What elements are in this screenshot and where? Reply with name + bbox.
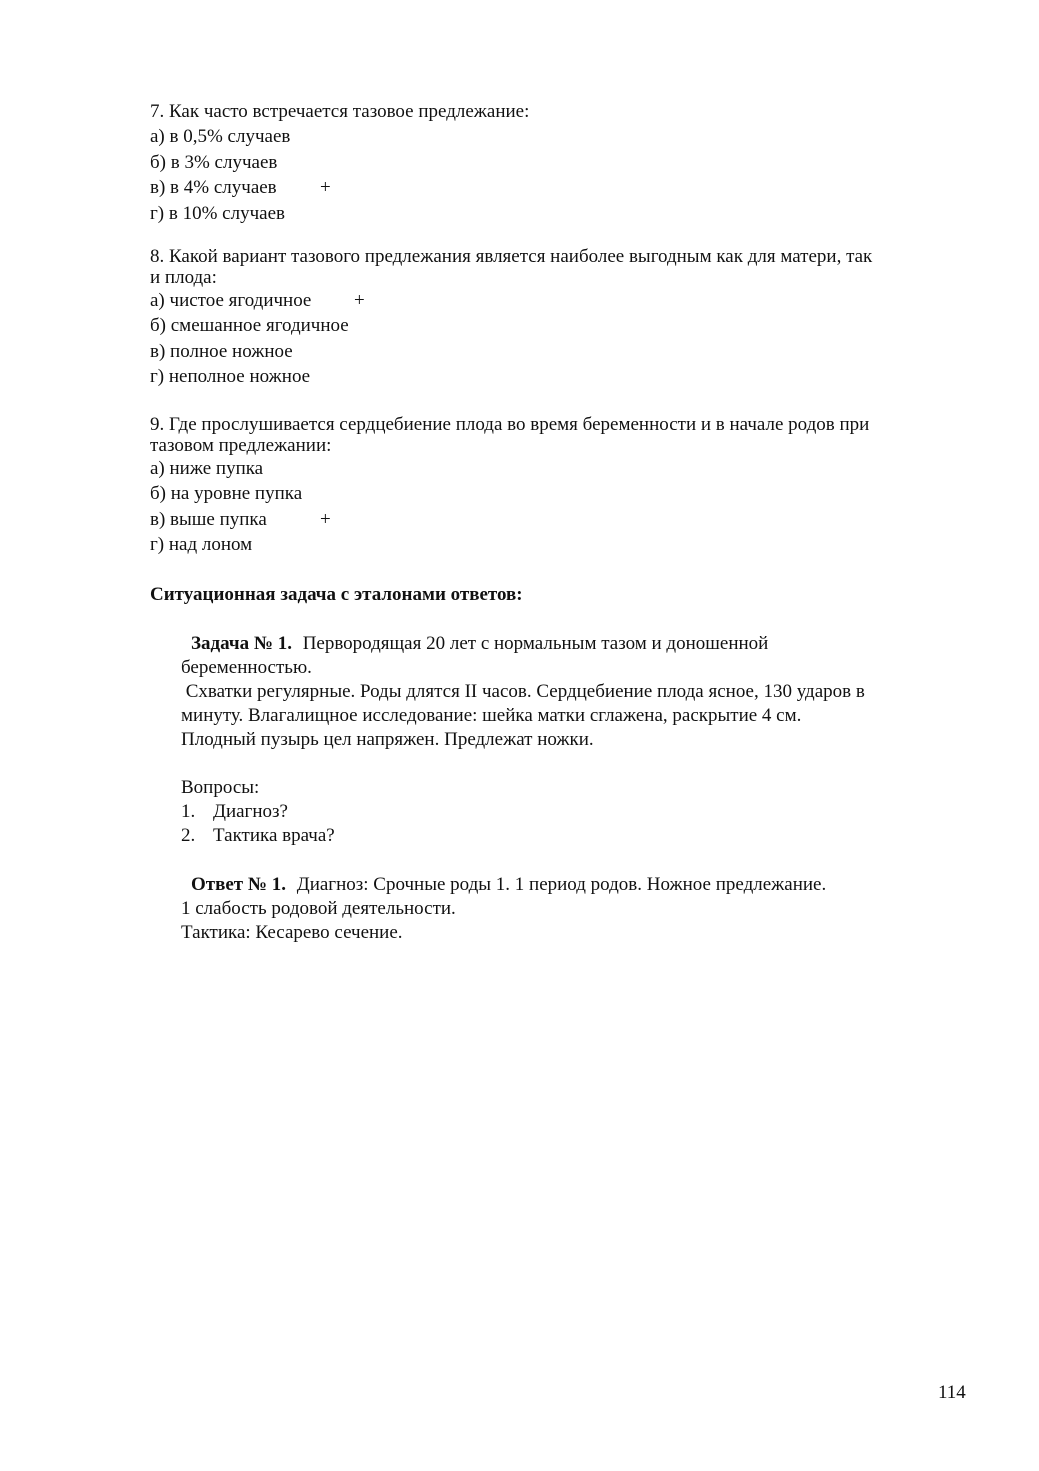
correct-answer-mark: + — [320, 508, 331, 530]
task-1-line-4: минуту. Влагалищное исследование: шейка матки сглажена, раскрытие 4 см. — [181, 705, 802, 726]
section-heading: Ситуационная задача с эталонами ответов: — [150, 584, 523, 605]
task-1-text: Первородящая 20 лет с нормальным тазом и доношенной — [302, 633, 769, 654]
question-8-option-d: г) неполное ножное — [150, 366, 311, 388]
answer-1 — [181, 873, 971, 945]
task-1-label: Задача № 1. — [191, 633, 292, 654]
question-8-text-line-2: и плода: — [150, 267, 217, 288]
question-7-option-c: в) в 4% случаев + — [150, 175, 970, 200]
question-7-option-b: б) в 3% случаев — [150, 151, 278, 173]
task-1-line-3: Схватки регулярные. Роды длятся II часов. Сердцебиение плода ясное, 130 ударов в — [181, 681, 865, 702]
question-9-option-d: г) над лоном — [150, 534, 253, 556]
question-8 — [150, 246, 970, 390]
question-7 — [150, 99, 970, 226]
question-8-text-line-1: 8. Какой вариант тазового предлежания является наиболее выгодным как для матери, так — [150, 246, 873, 267]
question-7-option-a: а) в 0,5% случаев — [150, 126, 291, 148]
answer-1-text: Диагноз: Срочные роды 1. 1 период родов. Ножное предлежание. — [296, 874, 827, 895]
correct-answer-mark: + — [354, 290, 365, 311]
question-8-option-c: в) полное ножное — [150, 340, 293, 362]
questions-list — [181, 800, 971, 848]
question-9 — [150, 414, 970, 558]
question-8-option-b: б) смешанное ягодичное — [150, 315, 349, 337]
questions-heading: Вопросы: — [181, 777, 260, 798]
answer-1-line-3: Тактика: Кесарево сечение. — [181, 922, 403, 943]
correct-answer-mark: + — [320, 177, 331, 199]
task-1-line-1 — [181, 632, 971, 656]
question-9-text-line-1: 9. Где прослушивается сердцебиение плода во время беременности и в начале родов при — [150, 414, 870, 435]
task-1 — [181, 632, 971, 752]
answer-1-line-2: 1 слабость родовой деятельности. — [181, 898, 456, 919]
question-9-option-c: в) выше пупка + — [150, 507, 970, 532]
question-7-option-d: г) в 10% случаев — [150, 202, 285, 224]
question-9-option-a: а) ниже пупка — [150, 458, 264, 479]
task-1-line-5: Плодный пузырь цел напряжен. Предлежат ножки. — [181, 729, 594, 750]
list-item: 2. Тактика врача? — [181, 825, 335, 846]
question-8-option-a: а) чистое ягодичное + — [150, 288, 970, 313]
answer-1-label: Ответ № 1. — [191, 874, 286, 895]
question-7-text: 7. Как часто встречается тазовое предлежание: — [150, 101, 530, 122]
page-number: 114 — [938, 1382, 966, 1403]
question-9-option-b: б) на уровне пупка — [150, 483, 303, 505]
questions-section — [181, 776, 971, 848]
answer-1-line-1 — [181, 873, 971, 897]
list-item: 1. Диагноз? — [181, 801, 288, 822]
question-9-text-line-2: тазовом предлежании: — [150, 435, 332, 456]
task-1-line-2: беременностью. — [181, 657, 312, 678]
